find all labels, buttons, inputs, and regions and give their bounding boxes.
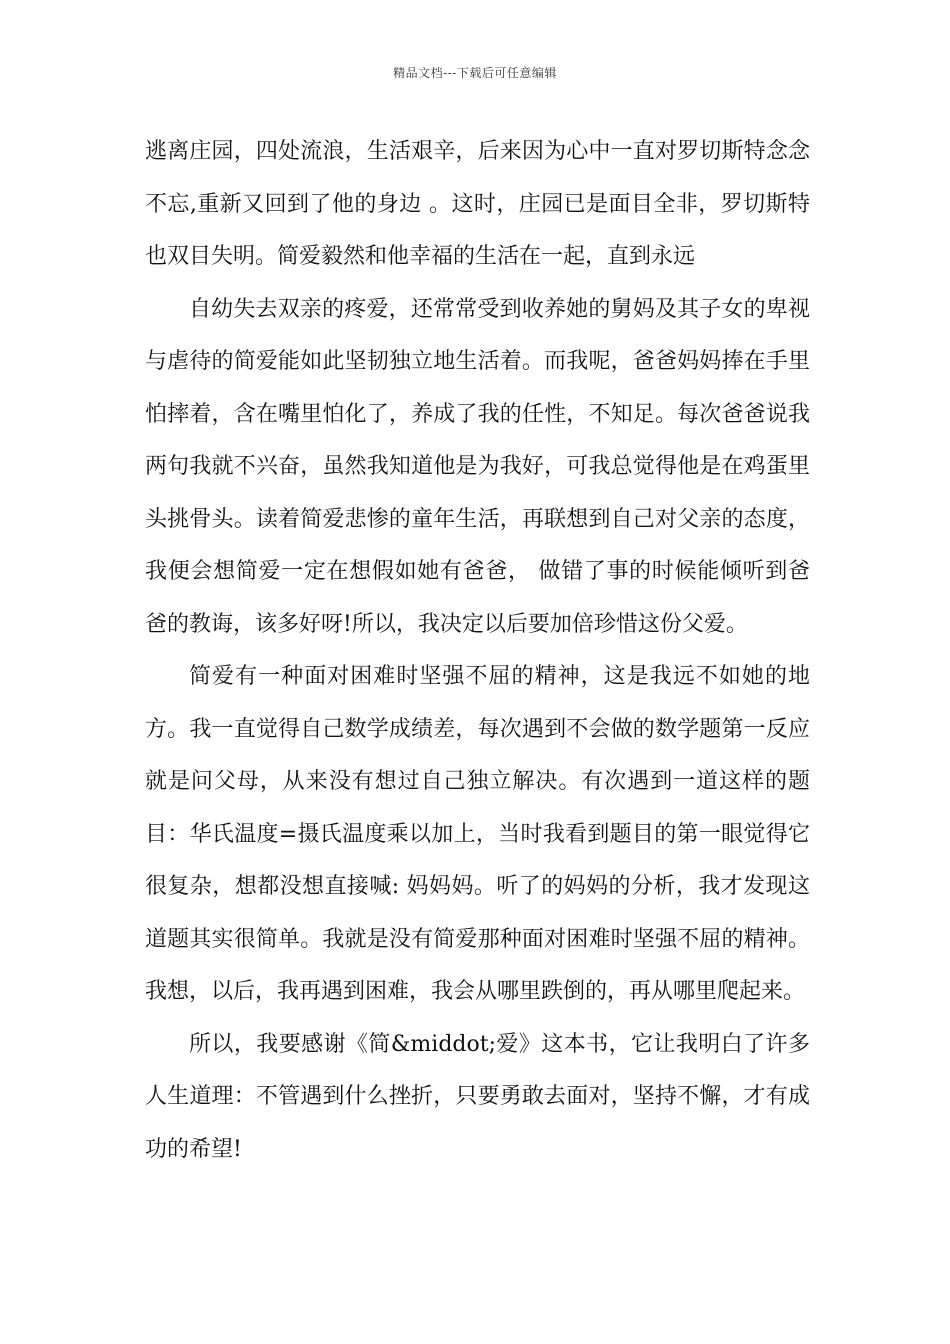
paragraph-1: 逃离庄园，四处流浪，生活艰辛，后来因为心中一直对罗切斯特念念不忘,重新又回到了他的身边 。这时，庄园已是面目全非，罗切斯特也双目失明。简爱毅然和他幸福的生活在一起，直到永远 bbox=[145, 139, 810, 269]
paragraph-4: 所以，我要感谢《简&middot;爱》这本书，它让我明白了许多人生道理：不管遇到什么挫折，只要勇敢去面对，坚持不懈，才有成功的希望! bbox=[145, 1031, 810, 1162]
paragraph-2: 自幼失去双亲的疼爱，还常常受到收养她的舅妈及其子女的卑视与虐待的简爱能如此坚韧独立地生活着。而我呢，爸爸妈妈捧在手里怕摔着，含在嘴里怕化了，养成了我的任性，不知足。每次爸爸说我两句我就不兴奋，虽然我知道他是为我好，可我总觉得他是在鸡蛋里头挑骨头。读着简爱悲惨的童年生活，再联想到自己对父亲的态度，我便会想简爱一定在想假如她有爸爸， 做错了事的时候能倾听到爸爸的教诲，该多好呀!所以，我决定以后要加倍珍惜这份父爱。 bbox=[145, 296, 810, 637]
paragraph-3: 简爱有一种面对困难时坚强不屈的精神，这是我远不如她的地方。我一直觉得自己数学成绩差，每次遇到不会做的数学题第一反应就是问父母，从来没有想过自己独立解决。有次遇到一道这样的题目：华氏温度=摄氏温度乘以加上，当时我看到题目的第一眼觉得它很复杂，想都没想直接喊: 妈妈妈。听了的妈妈的分析，我才发现这道题其实很简单。我就是没有简爱那种面对困难时坚强不屈的精神。我想，以后，我再遇到困难，我会从哪里跌倒的，再从哪里爬起来。 bbox=[145, 664, 810, 1004]
document-body bbox=[145, 126, 810, 1176]
page-header: 精品文档---下载后可任意编辑 bbox=[393, 66, 557, 80]
